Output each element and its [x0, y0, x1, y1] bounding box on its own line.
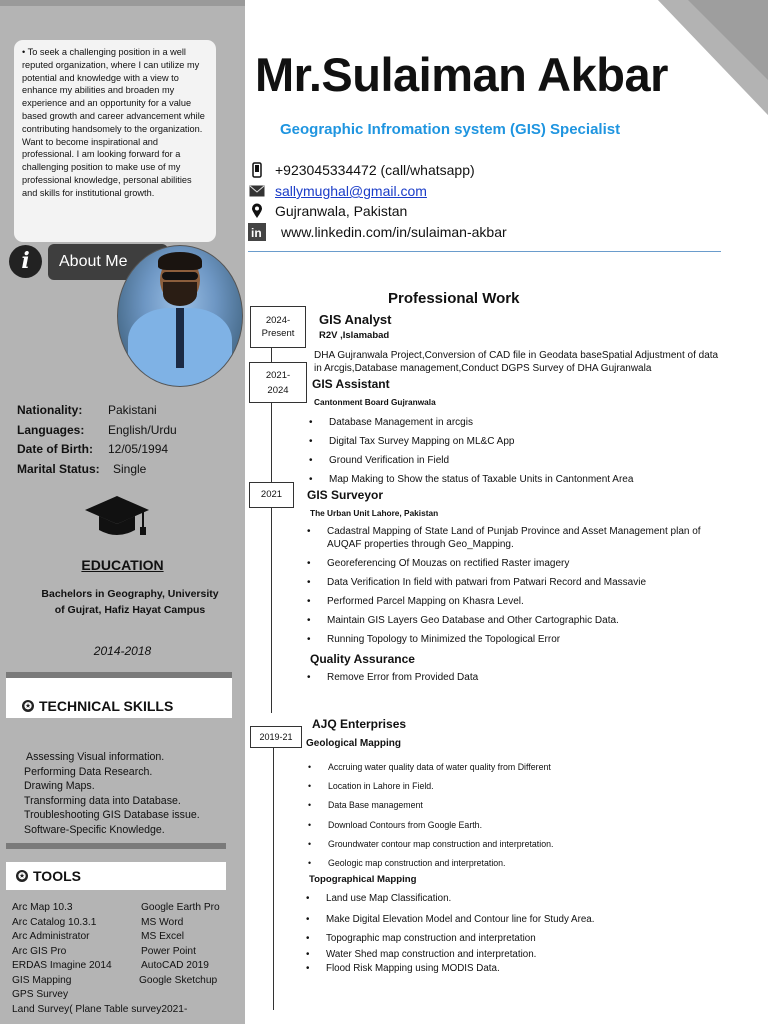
- skill-item: Assessing Visual information.: [26, 751, 165, 763]
- linkedin-icon: [248, 224, 266, 240]
- tool-item: Arc Administrator: [12, 931, 90, 942]
- skill-item: Transforming data into Database.: [24, 794, 181, 807]
- list-item: • Digital Tax Survey Mapping on ML&C App: [309, 432, 633, 451]
- skill-item: Performing Data Research.: [24, 765, 153, 778]
- sidebar-top-bar: [0, 0, 245, 6]
- tool-item: Arc Map 10.3: [12, 902, 73, 913]
- tool-item: Power Point: [141, 945, 196, 957]
- sidebar: [0, 0, 245, 1024]
- page-title: Mr.Sulaiman Akbar: [255, 48, 668, 101]
- technical-skills-title: TECHNICAL SKILLS: [39, 698, 174, 714]
- job-duties: [306, 892, 594, 975]
- linkedin-url[interactable]: www.linkedin.com/in/sulaiman-akbar: [281, 224, 507, 240]
- list-item: • Data Verification In field with patwari from Patwari Record and Massavie: [307, 576, 725, 589]
- detail-row-marital: Marital Status: Single: [17, 461, 147, 476]
- tool-item: AutoCAD 2019: [141, 960, 209, 971]
- svg-text:in: in: [251, 226, 262, 240]
- professional-work-title: Professional Work: [388, 290, 520, 307]
- about-me-tab: About Me: [48, 244, 168, 280]
- timeline-line: [271, 508, 272, 713]
- job-duties: [308, 758, 553, 873]
- job-title: GIS Assistant: [312, 377, 390, 391]
- detail-row-dob: Date of Birth: 12/05/1994: [17, 442, 169, 456]
- tool-item: Arc GIS Pro: [12, 945, 67, 957]
- list-item: • Data Base management: [308, 796, 553, 815]
- job-org: The Urban Unit Lahore, Pakistan: [310, 508, 439, 518]
- list-item: • Download Contours from Google Earth.: [308, 816, 553, 835]
- star-icon: ✪: [22, 700, 34, 712]
- contact-linkedin: [248, 224, 507, 240]
- education-degree: Bachelors in Geography, University of Gujrat, Hafiz Hayat Campus: [41, 588, 219, 616]
- section-title: Quality Assurance: [310, 652, 415, 666]
- tool-item: MS Excel: [141, 931, 185, 942]
- personal-details: [17, 403, 237, 481]
- education-years: 2014-2018: [93, 644, 152, 658]
- list-item: • Performed Parcel Mapping on Khasra Level.: [307, 595, 725, 608]
- list-item: • Accruing water quality data of water quality from Different: [308, 758, 553, 777]
- profile-photo: [117, 245, 243, 387]
- tools-list-right: [141, 901, 220, 988]
- job-org: Geological Mapping: [306, 738, 402, 749]
- tool-item: GPS Survey: [12, 989, 69, 1000]
- objective-bullet: •: [22, 47, 28, 57]
- tool-item: Arc Catalog 10.3.1: [12, 916, 97, 928]
- list-item: • Ground Verification in Field: [309, 451, 633, 470]
- location-text: Gujranwala, Pakistan: [275, 203, 408, 219]
- job-org: R2V ,Islamabad: [319, 330, 390, 341]
- phone-number: +923045334472 (call/whatsapp): [275, 162, 475, 178]
- phone-icon: [248, 162, 266, 178]
- section-title: Topographical Mapping: [309, 874, 417, 885]
- detail-row-nationality: Nationality: Pakistani: [17, 403, 157, 417]
- location-pin-icon: [248, 203, 266, 219]
- list-item: • Location in Lahore in Field.: [308, 777, 553, 796]
- tool-item: MS Word: [141, 916, 184, 928]
- list-item: • Groundwater contour map construction and interpretation.: [308, 835, 553, 854]
- job-subtitle: Geographic Infromation system (GIS) Specialist: [280, 121, 621, 138]
- timeline-line: [273, 728, 274, 1010]
- list-item: • Make Digital Elevation Model and Contour line for Study Area.: [306, 913, 594, 926]
- technical-skills-header: [22, 698, 173, 714]
- list-item: • Running Topology to Minimized the Topological Error: [307, 633, 725, 646]
- tool-item: ERDAS Imagine 2014: [12, 960, 112, 971]
- job-title: AJQ Enterprises: [312, 717, 407, 731]
- list-item: • Maintain GIS Layers Geo Database and Other Cartographic Data.: [307, 614, 725, 627]
- contact-phone: [248, 162, 475, 178]
- list-item: • Geologic map construction and interpretation.: [308, 854, 553, 873]
- year-box: 2024- Present: [250, 306, 306, 348]
- divider: [6, 843, 226, 849]
- education-title: EDUCATION: [81, 557, 164, 573]
- job-duties: [307, 525, 725, 646]
- tool-item: Land Survey( Plane Table survey2021-: [12, 1003, 188, 1015]
- info-icon: i: [9, 245, 42, 278]
- year-box: 2019-21: [250, 726, 302, 748]
- objective-text: To seek a challenging position in a well reputed organization, where I can utilize my potential and knowledge with a view to enhance my abilities and broaden my experience and an opportunity for a value based growth and career advancement while contributing handsomely to the organization. Want to become inspirational and professional. I am looking forward for a challenging position to make use of my professional knowledge, personal abilities and skills for institutional growth.: [22, 47, 205, 198]
- tools-header: [16, 868, 81, 884]
- job-title: GIS Surveyor: [307, 488, 384, 502]
- contact-location: [248, 203, 407, 219]
- skill-item: Software-Specific Knowledge.: [24, 823, 165, 836]
- skill-item: Drawing Maps.: [24, 780, 95, 792]
- tool-item: Google Sketchup: [139, 974, 218, 986]
- tools-title: TOOLS: [33, 868, 81, 884]
- job-org: Cantonment Board Gujranwala: [314, 397, 436, 407]
- list-item: • Land use Map Classification.: [306, 892, 594, 905]
- contact-email: [248, 183, 427, 199]
- mail-icon: [248, 183, 266, 199]
- year-box: 2021: [249, 482, 294, 508]
- list-item: • Cadastral Mapping of State Land of Punjab Province and Asset Management plan of AUQAF properties through Geo_Mapping.: [307, 525, 725, 551]
- job-duties: [307, 671, 478, 684]
- graduation-cap-icon: [83, 494, 151, 547]
- list-item: • Database Management in arcgis: [309, 413, 633, 432]
- job-description: DHA Gujranwala Project,Conversion of CAD file in Geodata baseSpatial Adjustment of data in Arcgis,Database management,Conduct DGPS Survey of DHA Gujranwala: [314, 350, 719, 374]
- tool-item: GIS Mapping: [12, 974, 72, 986]
- tool-item: Google Earth Pro: [141, 902, 220, 913]
- objective-box: [14, 40, 216, 242]
- year-box: 2021- 2024: [249, 362, 307, 403]
- detail-row-languages: Languages: English/Urdu: [17, 422, 177, 437]
- job-duties: [309, 413, 633, 489]
- star-icon: ✪: [16, 870, 28, 882]
- list-item: • Topographic map construction and interpretation: [306, 932, 594, 945]
- list-item: • Georeferencing Of Mouzas on rectified Raster imagery: [307, 557, 725, 570]
- list-item: • Flood Risk Mapping using MODIS Data.: [306, 962, 594, 975]
- email-link[interactable]: sallymughal@gmail.com: [275, 183, 427, 199]
- list-item: • Remove Error from Provided Data: [307, 671, 478, 684]
- skill-item: Troubleshooting GIS Database issue.: [24, 809, 200, 821]
- job-title: GIS Analyst: [319, 312, 392, 327]
- list-item: • Water Shed map construction and interpretation.: [306, 948, 594, 961]
- list-item: • Map Making to Show the status of Taxable Units in Cantonment Area: [309, 470, 633, 489]
- corner-decoration: [658, 0, 768, 115]
- technical-skills-list: [24, 750, 200, 837]
- header-divider: [248, 251, 721, 252]
